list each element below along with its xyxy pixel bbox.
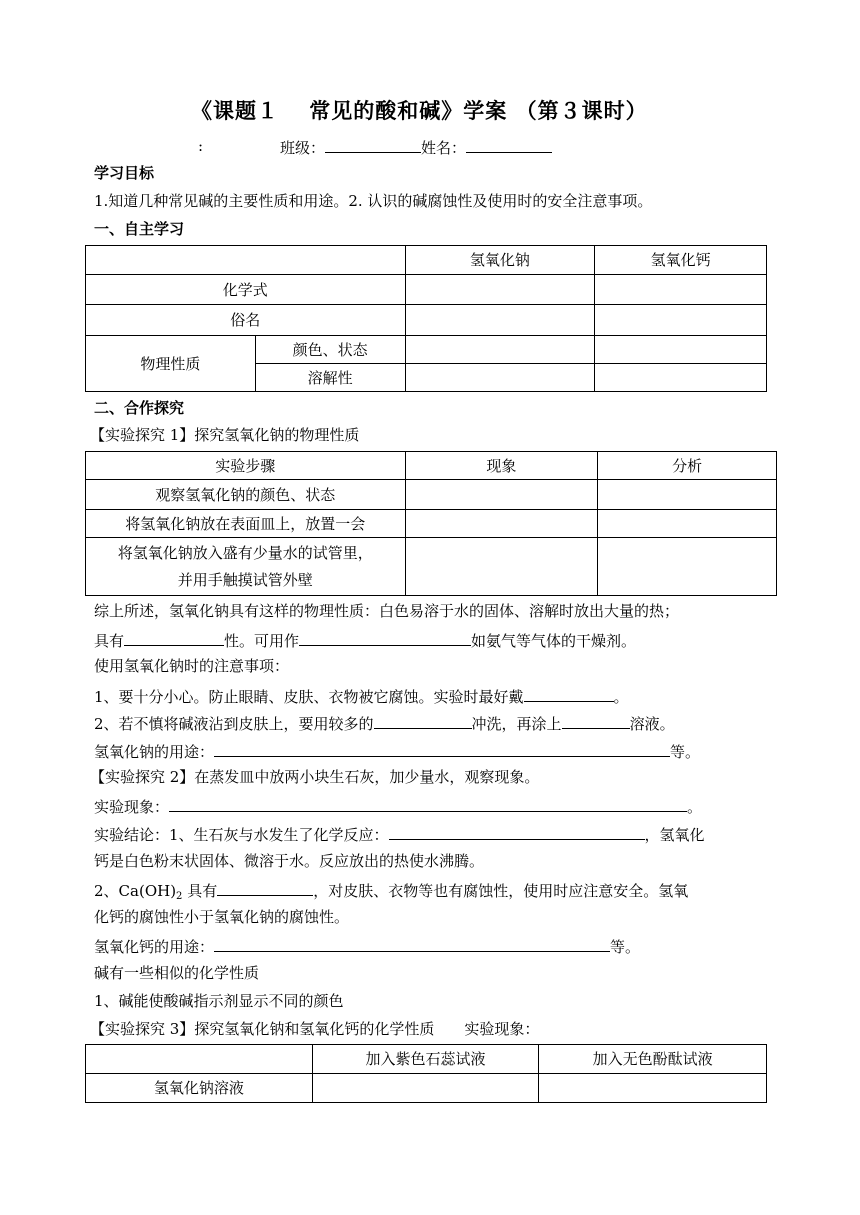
answer-cell[interactable] <box>595 305 767 336</box>
exp1-table <box>85 451 777 596</box>
caution-2-text-a: 2、若不慎将碱液沾到皮肤上，要用较多的 <box>94 715 374 733</box>
answer-cell[interactable] <box>598 480 777 510</box>
answer-cell[interactable] <box>405 275 595 305</box>
naoh-use-line <box>94 740 700 762</box>
answer-cell[interactable] <box>405 510 598 538</box>
caution-2 <box>94 712 675 734</box>
caution-2-blank-2[interactable] <box>562 712 630 729</box>
caoh-use-line <box>94 935 640 957</box>
summary-text-a: 具有 <box>94 632 125 650</box>
answer-cell[interactable] <box>405 364 595 392</box>
exp1-header-steps: 实验步骤 <box>86 452 406 480</box>
caoh-use-blank[interactable] <box>214 935 610 952</box>
row-physical-label: 物理性质 <box>86 336 256 392</box>
exp1-step-3-line2: 并用手触摸试管外壁 <box>177 570 313 589</box>
objectives-text: 1.知道几种常见碱的主要性质和用途。2. 认识的碱腐蚀性及使用时的安全注意事项。 <box>94 192 653 210</box>
exp2-conclusion-line-1 <box>94 823 705 845</box>
name-field[interactable] <box>466 136 552 153</box>
exp2-phenomenon-blank[interactable] <box>169 795 687 812</box>
row-formula-label: 化学式 <box>86 275 406 305</box>
summary-line-1: 综上所述，氢氧化钠具有这样的物理性质：白色易溶于水的固体、溶解时放出大量的热； <box>94 602 680 620</box>
exp1-step-1: 观察氢氧化钠的颜色、状态 <box>86 480 406 510</box>
table-corner-cell <box>86 246 406 275</box>
base-props-line: 碱有一些相似的化学性质 <box>94 964 260 982</box>
exp3-table <box>85 1044 767 1103</box>
summary-text-c: 如氨气等气体的干燥剂。 <box>471 632 637 650</box>
caoh-use-label: 氢氧化钙的用途： <box>94 938 215 956</box>
caution-1-blank[interactable] <box>524 685 614 702</box>
answer-cell[interactable] <box>598 510 777 538</box>
caution-2-text-c: 溶液。 <box>629 715 675 733</box>
info-colon: : <box>198 137 204 155</box>
exp2-item2-text-c: ，对皮肤、衣物等也有腐蚀性，使用时应注意安全。氢氧 <box>313 882 689 900</box>
caoh-use-end: 等。 <box>610 938 641 956</box>
property-blank[interactable] <box>124 629 224 646</box>
col-naoh: 氢氧化钠 <box>405 246 595 275</box>
exp3-corner-cell <box>86 1045 313 1074</box>
exp1-step-3-line1: 将氢氧化钠放入盛有少量水的试管里， <box>117 543 373 562</box>
answer-cell[interactable] <box>595 364 767 392</box>
class-field[interactable] <box>325 136 421 153</box>
class-name-line <box>280 136 552 158</box>
name-label: 姓名： <box>421 139 467 157</box>
self-study-table <box>85 245 767 392</box>
answer-cell[interactable] <box>595 336 767 364</box>
exp2-title: 【实验探究 2】在蒸发皿中放两小块生石灰，加少量水，观察现象。 <box>90 768 540 786</box>
exp2-item2-line-1 <box>94 879 688 907</box>
answer-cell[interactable] <box>595 275 767 305</box>
summary-line-2 <box>94 629 636 651</box>
class-label: 班级： <box>280 139 326 157</box>
exp1-header-phenomenon: 现象 <box>405 452 598 480</box>
row-color-state-label: 颜色、状态 <box>255 336 405 364</box>
reaction-blank[interactable] <box>389 823 645 840</box>
exp3-header-phenolphthalein: 加入无色酚酞试液 <box>539 1045 767 1074</box>
base-prop-1-line: 1、碱能使酸碱指示剂显示不同的颜色 <box>94 992 344 1010</box>
answer-cell[interactable] <box>405 305 595 336</box>
student-info-line <box>198 136 203 156</box>
row-common-name-label: 俗名 <box>86 305 406 336</box>
caution-1 <box>94 685 629 707</box>
exp2-conclusion-text-b: ，氢氧化 <box>644 826 705 844</box>
row-solubility-label: 溶解性 <box>255 364 405 392</box>
exp1-step-3 <box>86 538 406 596</box>
exp2-phenomenon-label: 实验现象： <box>94 798 170 816</box>
naoh-use-label: 氢氧化钠的用途： <box>94 743 215 761</box>
cooperation-heading: 二、合作探究 <box>94 399 185 417</box>
answer-cell[interactable] <box>405 480 598 510</box>
caoh-formula: 2、Ca(OH) <box>94 882 177 900</box>
exp1-title: 【实验探究 1】探究氢氧化钠的物理性质 <box>90 426 360 444</box>
caution-1-end: 。 <box>613 688 629 706</box>
exp2-conclusion-line-2: 钙是白色粉末状固体、微溶于水。反应放出的热使水沸腾。 <box>94 852 485 870</box>
objectives-heading: 学习目标 <box>94 164 155 182</box>
exp2-item2-line-2: 化钙的腐蚀性小于氢氧化钠的腐蚀性。 <box>94 908 350 926</box>
caoh-subscript: 2 <box>176 891 183 902</box>
caution-2-blank-1[interactable] <box>374 712 472 729</box>
exp2-phenomenon-end: 。 <box>687 798 703 816</box>
exp3-title: 【实验探究 3】探究氢氧化钠和氢氧化钙的化学性质 实验现象： <box>90 1020 540 1038</box>
answer-cell[interactable] <box>312 1074 539 1103</box>
answer-cell[interactable] <box>405 336 595 364</box>
exp1-header-analysis: 分析 <box>598 452 777 480</box>
exp3-header-litmus: 加入紫色石蕊试液 <box>312 1045 539 1074</box>
caution-2-text-b: 冲洗，再涂上 <box>471 715 562 733</box>
naoh-use-blank[interactable] <box>214 740 670 757</box>
caution-title: 使用氢氧化钠时的注意事项： <box>94 657 290 675</box>
summary-text-b: 性。可用作 <box>224 632 300 650</box>
naoh-use-end: 等。 <box>670 743 701 761</box>
caoh-property-blank[interactable] <box>217 879 313 896</box>
col-caoh: 氢氧化钙 <box>595 246 767 275</box>
exp3-row-naoh: 氢氧化钠溶液 <box>86 1074 313 1103</box>
answer-cell[interactable] <box>405 538 598 596</box>
exp2-phenomenon-line <box>94 795 702 817</box>
exp1-step-2: 将氢氧化钠放在表面皿上，放置一会 <box>86 510 406 538</box>
page-title: 《课题１ 常见的酸和碱》学案 （第３课时） <box>191 99 648 123</box>
usage-blank[interactable] <box>299 629 471 646</box>
caution-1-text: 1、要十分小心。防止眼睛、皮肤、衣物被它腐蚀。实验时最好戴 <box>94 688 524 706</box>
answer-cell[interactable] <box>539 1074 767 1103</box>
exp2-conclusion-text: 实验结论：1、生石灰与水发生了化学反应： <box>94 826 389 844</box>
exp2-item2-text-b: 具有 <box>182 882 218 900</box>
self-study-heading: 一、自主学习 <box>94 220 185 238</box>
answer-cell[interactable] <box>598 538 777 596</box>
